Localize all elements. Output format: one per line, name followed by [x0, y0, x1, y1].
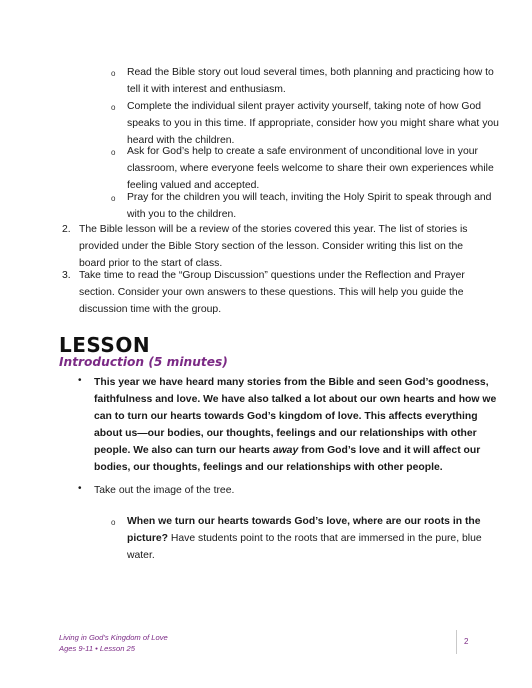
prep-item-2-line-3: heard with the children.	[127, 135, 235, 146]
sub-bullet-marker: o	[111, 194, 116, 203]
numbered-item-3-line-2: section. Consider your own answers to these questions. This will help you guide the	[79, 287, 464, 298]
numbered-item-2-line-1: The Bible lesson will be a review of the stories covered this year. The list of stories is	[79, 224, 468, 235]
intro-bullet-1-line-5	[94, 442, 480, 460]
intro-bullet-1-line-1: This year we have heard many stories from the Bible and seen God’s goodness,	[94, 377, 489, 388]
prep-item-1-line-1: Read the Bible story out loud several times, both planning and practicing how to	[127, 67, 494, 78]
page-number: 2	[464, 637, 469, 646]
lesson-heading: LESSON	[59, 333, 151, 357]
numbered-item-2-line-2: provided under the Bible Story section of the lesson. Consider writing this list on the	[79, 241, 464, 252]
emphasis-away: away	[272, 445, 299, 456]
intro-bullet-1-line-2: faithfulness and love. We have also talked a lot about our own hearts and how we	[94, 394, 497, 405]
numbered-item-3-line-1: Take time to read the “Group Discussion” questions under the Reflection and Prayer	[79, 270, 465, 281]
bullet-marker: •	[78, 375, 82, 386]
question-bold-run: picture?	[127, 533, 168, 544]
sub-bullet-marker: o	[111, 69, 116, 78]
prep-item-1-line-2: tell it with interest and enthusiasm.	[127, 84, 286, 95]
footer-subtitle: Ages 9-11 • Lesson 25	[59, 644, 135, 653]
intro-bullet-1-line-6: bodies, our thoughts, feelings and our relationships with other people.	[94, 462, 443, 473]
prep-item-2-line-1: Complete the individual silent prayer activity yourself, taking note of how God	[127, 101, 482, 112]
prep-item-3-line-2: classroom, where everyone feels welcome to share their own experiences while	[127, 163, 494, 174]
list-number: 3.	[62, 270, 71, 281]
sub-bullet-marker: o	[111, 148, 116, 157]
numbered-item-3-line-3: discussion time with the group.	[79, 304, 222, 315]
intro-bullet-1-line-3: can to turn our hearts towards God’s kingdom of love. This affects everything	[94, 411, 478, 422]
intro-bullet-2: Take out the image of the tree.	[94, 485, 235, 496]
prep-item-2-line-2: speaks to you in this time. If appropriate, consider how you might share what you	[127, 118, 499, 129]
numbered-item-2-line-3: board prior to the start of class.	[79, 258, 223, 269]
question-line-1: When we turn our hearts towards God’s love, where are our roots in the	[127, 516, 481, 527]
question-instruction-run: Have students point to the roots that are immersed in the pure, blue	[168, 533, 482, 544]
sub-bullet-marker: o	[111, 518, 116, 527]
footer-divider	[456, 630, 457, 654]
prep-item-3-line-1: Ask for God’s help to create a safe environment of unconditional love in your	[127, 146, 478, 157]
question-line-3: water.	[127, 550, 155, 561]
footer-title: Living in God’s Kingdom of Love	[59, 633, 168, 642]
bullet-marker: •	[78, 483, 82, 494]
intro-bullet-1-line-4: about us—our bodies, our thoughts, feelings and our relationships with other	[94, 428, 477, 439]
prep-item-3-line-3: feeling valued and accepted.	[127, 180, 260, 191]
text-run: from God’s love and it will affect our	[298, 445, 481, 456]
prep-item-4-line-1: Pray for the children you will teach, inviting the Holy Spirit to speak through and	[127, 192, 492, 203]
sub-bullet-marker: o	[111, 103, 116, 112]
prep-item-4-line-2: with you to the children.	[127, 209, 237, 220]
question-line-2	[127, 530, 482, 548]
text-run: people. We also can turn our hearts	[94, 445, 273, 456]
list-number: 2.	[62, 224, 71, 235]
introduction-heading: Introduction (5 minutes)	[59, 355, 228, 369]
